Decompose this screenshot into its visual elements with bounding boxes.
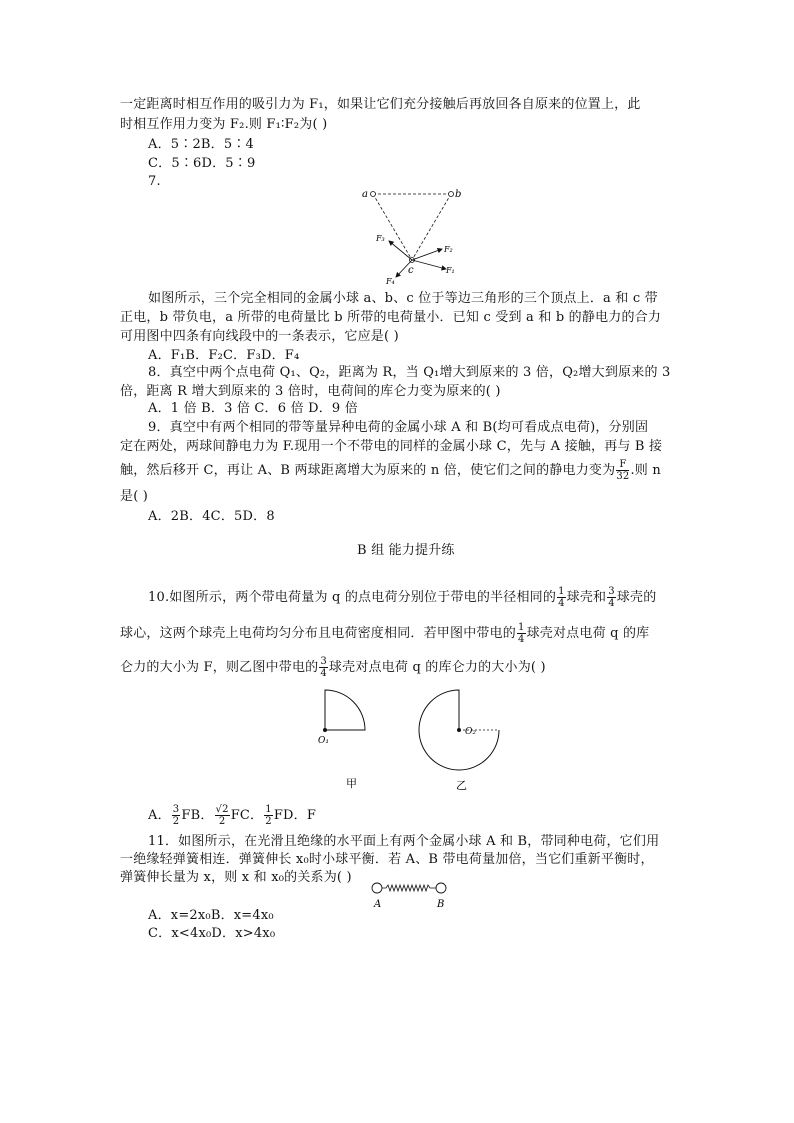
q8-options: A．1 倍 B．3 倍 C．6 倍 D．9 倍 — [148, 401, 358, 416]
label-b: b — [455, 189, 462, 200]
q11-options-cd: C．x<4x₀D．x>4x₀ — [148, 926, 276, 941]
fraction-root2-over-2: $\frac{√2}{2}$ — [215, 804, 229, 827]
fraction-one-quarter: $\frac{1}{4}$ — [558, 586, 565, 609]
label-ball-b: B — [437, 899, 445, 910]
q8-stem-line1: 8．真空中两个点电荷 Q₁、Q₂，距离为 R，当 Q₁增大到原来的 3 倍，Q₂增大到原来的 3 — [148, 365, 671, 380]
q9-stem-line1: 9．真空中有两个相同的带等量异种电荷的金属小球 A 和 B(均可看成点电荷)，分别固 — [148, 420, 649, 435]
shell-figures — [310, 680, 510, 800]
q9-stem-line2: 定在两处，两球间静电力为 F.现用一个不带电的同样的金属小球 C，先与 A 接触，再与 B 接 — [120, 439, 663, 454]
label-a: a — [362, 189, 368, 200]
fraction-three-quarters: $\frac{3}{4}$ — [320, 656, 327, 679]
fraction-three-quarters: $\frac{3}{4}$ — [608, 586, 615, 609]
label-c: c — [408, 265, 414, 276]
label-ball-a: A — [374, 899, 382, 910]
spring-figure — [365, 880, 455, 910]
q7-stem-line3: 可用图中四条有向线段中的一条表示，它应是( ) — [120, 329, 399, 344]
q9-options: A．2B．4C．5D．8 — [148, 509, 275, 524]
q8-stem-line2: 倍，距离 R 增大到原来的 3 倍时，电荷间的库仑力变为原来的( ) — [120, 384, 501, 399]
q9-stem-line4: 是( ) — [120, 489, 149, 504]
q6-stem-line2: 时相互作用力变为 F₂.则 F₁∶F₂为( ) — [120, 117, 328, 132]
q6-stem-line1: 一定距离时相互作用的吸引力为 F₁，如果让它们充分接触后再放回各自原来的位置上，此 — [120, 97, 641, 112]
fraction-one-half: $\frac{1}{2}$ — [265, 804, 272, 827]
label-o2: O₂ — [465, 727, 476, 737]
q7-number: 7. — [148, 174, 161, 189]
fraction-one-quarter: $\frac{1}{4}$ — [518, 622, 525, 645]
fraction-three-halves: $\frac{3}{2}$ — [172, 804, 180, 827]
q11-stem-line1: 11．如图所示，在光滑且绝缘的水平面上有两个金属小球 A 和 B，带同种电荷，它们用 — [148, 834, 660, 849]
label-f2: F₂ — [444, 245, 453, 254]
q7-stem-line2: 正电，b 带负电，a 所带的电荷量比 b 所带的电荷量小．已知 c 受到 a 和 b 的静电力的合力 — [120, 310, 662, 325]
q6-options-ab: A．5∶2B．5∶4 — [148, 137, 255, 152]
caption-jia: 甲 — [346, 777, 357, 790]
label-o1: O₁ — [318, 736, 329, 746]
q10-stem-line2: 球心，这两个球壳上电荷均匀分布且电荷密度相同．若甲图中带电的 $\frac{1}{4}$ 球壳对点电荷 q 的库 — [120, 622, 650, 645]
fraction-f-32: $\frac{F}{32}$ — [616, 459, 630, 482]
q10-stem-line1: 10.如图所示，两个带电荷量为 q 的点电荷分别位于带电的半径相同的 $\frac{1}{4}$ 球壳和 $\frac{3}{4}$ 球壳的 — [148, 586, 657, 609]
q10-stem-line3: 仑力的大小为 F，则乙图中带电的 $\frac{3}{4}$ 球壳对点电荷 q 的库仑力的大小为( ) — [120, 656, 546, 679]
q7-stem-line1: 如图所示，三个完全相同的金属小球 a、b、c 位于等边三角形的三个顶点上．a 和 c 带 — [148, 291, 658, 306]
triangle-force-figure — [360, 185, 480, 285]
q6-options-cd: C．5∶6D．5∶9 — [148, 156, 256, 171]
q11-stem-line3: 弹簧伸长量为 x，则 x 和 x₀的关系为( ) — [120, 870, 352, 885]
label-f4: F₄ — [386, 277, 395, 285]
section-heading: B 组 能力提升练 — [357, 543, 455, 558]
label-f1: F₁ — [446, 266, 455, 275]
q9-text-b: .则 n — [630, 463, 661, 478]
caption-yi: 乙 — [456, 779, 467, 792]
q7-options: A．F₁B．F₂C．F₃D．F₄ — [148, 348, 300, 363]
q11-stem-line2: 一绝缘轻弹簧相连．弹簧伸长 x₀时小球平衡．若 A、B 带电荷量加倍，当它们重新平衡时， — [120, 852, 654, 867]
label-f3: F₃ — [376, 234, 385, 243]
q9-text-a: 触，然后移开 C，再让 A、B 两球距离增大为原来的 n 倍，使它们之间的静电力变为 — [120, 463, 616, 478]
q9-stem-line3 — [120, 459, 661, 482]
q11-options-ab: A．x=2x₀B．x=4x₀ — [148, 908, 274, 923]
q10-options: A． $\frac{3}{2}$ FB． $\frac{√2}{2}$ FC． $\frac{1}{2}$ FD．F — [148, 804, 317, 827]
